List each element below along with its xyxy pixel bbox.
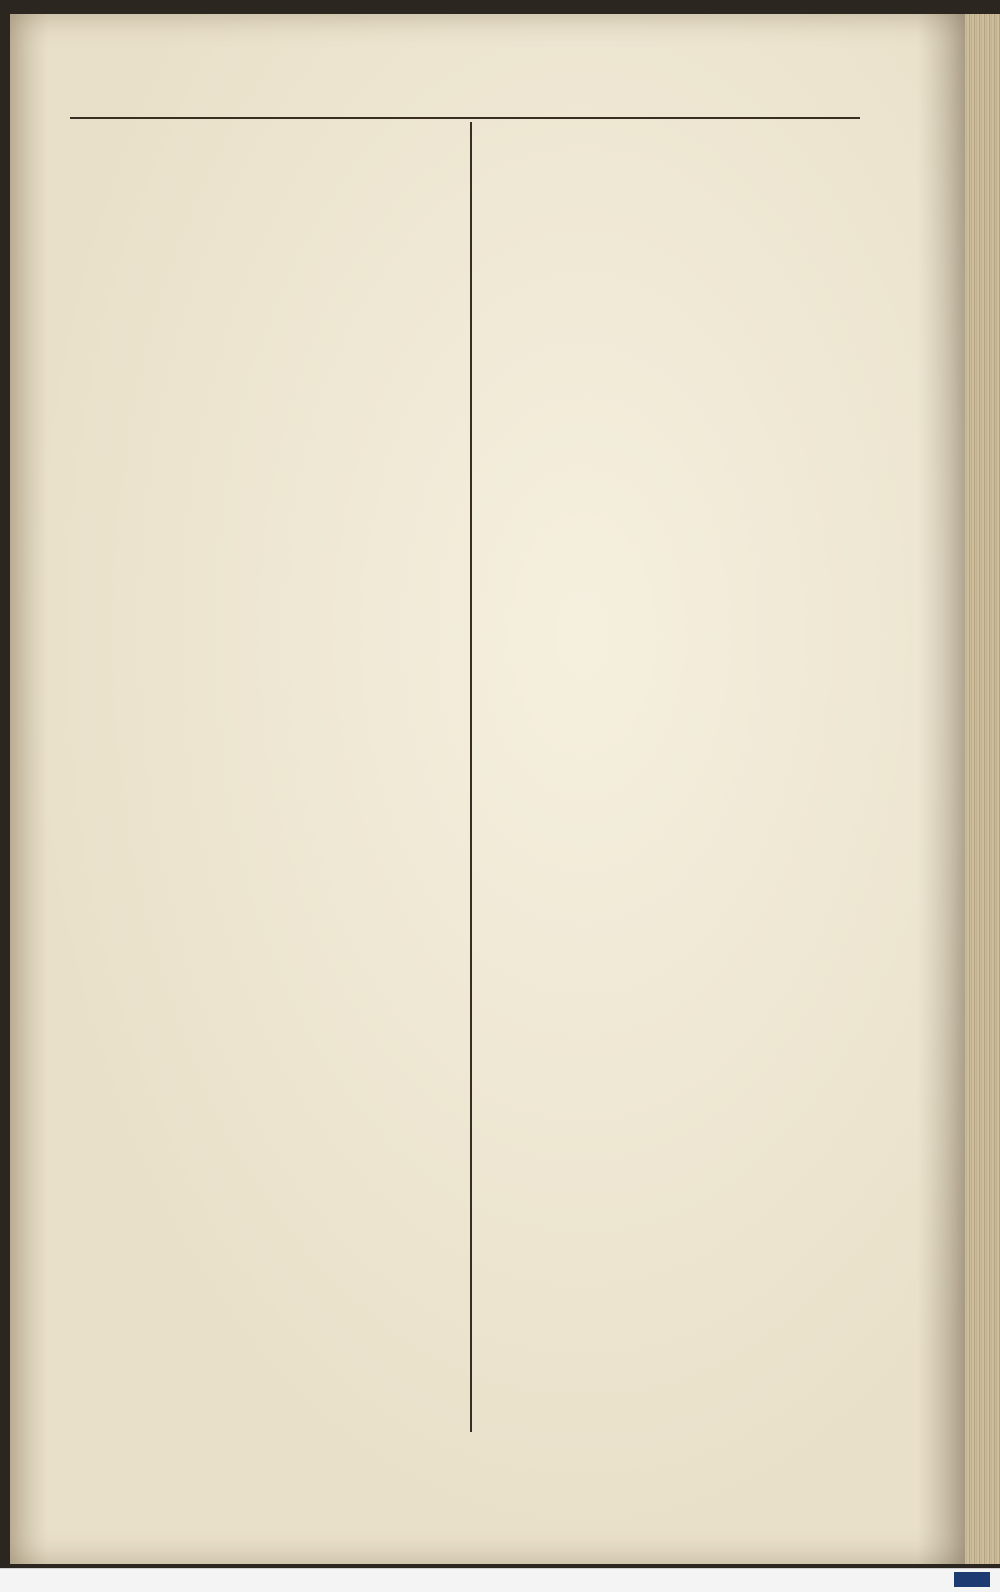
text-column-left xyxy=(138,118,466,1436)
attribution-bar xyxy=(0,1568,1000,1592)
text-column-right xyxy=(484,118,806,1436)
page-edges xyxy=(965,14,1000,1564)
column-divider xyxy=(470,122,472,1432)
dfg-logo xyxy=(954,1572,990,1587)
